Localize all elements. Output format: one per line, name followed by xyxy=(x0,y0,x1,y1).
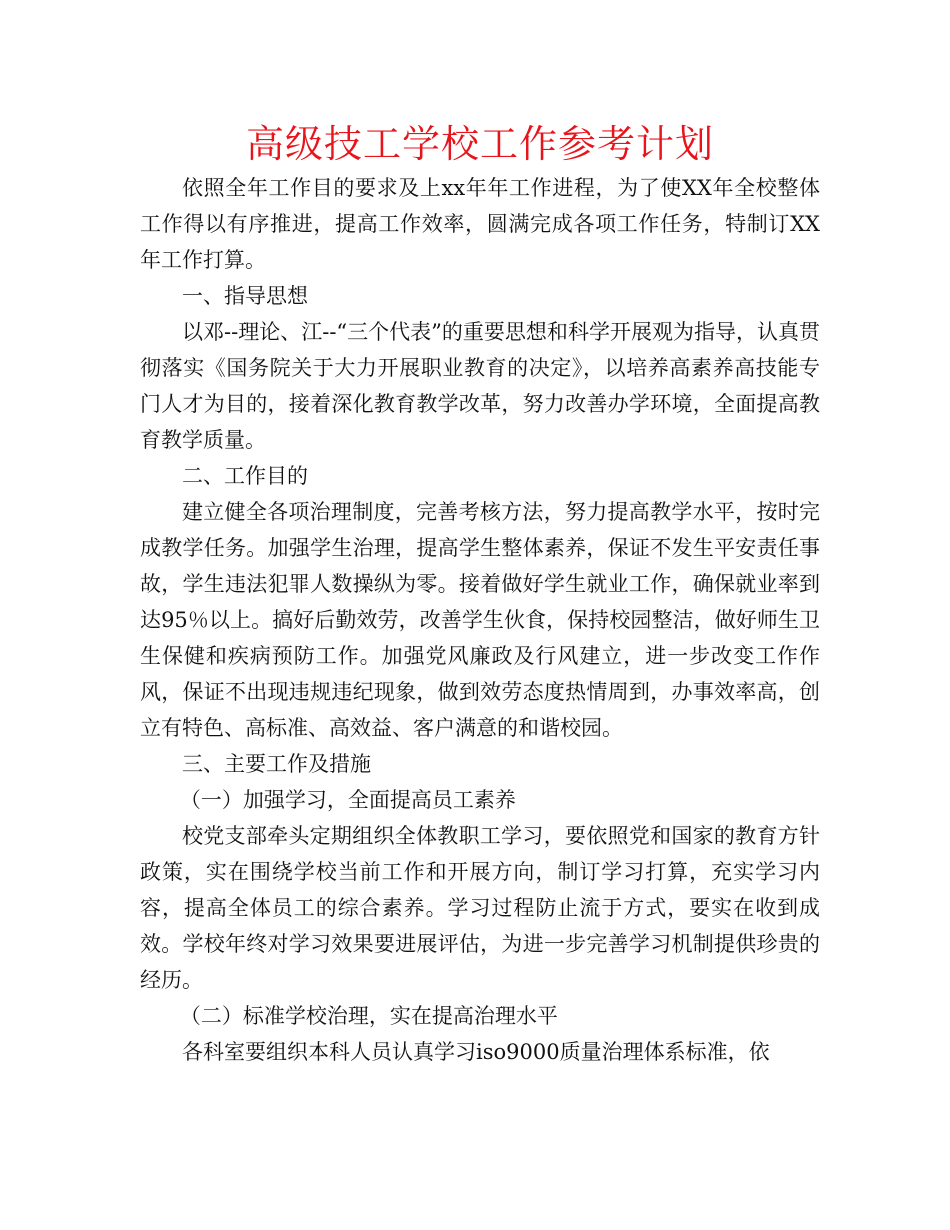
section-heading-guiding-ideology: 一、指导思想 xyxy=(182,284,308,308)
study-paragraph: 校党支部牵头定期组织全体教职工学习，要依照党和国家的教育方针政策，实在围绕学校当前工作和开展方向，制订学习打算，充实学习内容，提高全体员工的综合素养。学习过程防止流于方式，要实在收到成效。学校年终对学习效果要进展评估，为进一步完善学习机制提供珍贵的经历。 xyxy=(140,824,820,992)
section-heading-work-goals: 二、工作目的 xyxy=(182,464,308,488)
subsection-heading-study: （一）加强学习，全面提高员工素养 xyxy=(179,788,516,812)
document-title: 高级技工学校工作参考计划 xyxy=(245,122,714,166)
management-paragraph: 各科室要组织本科人员认真学习iso9000质量治理体系标准，依 xyxy=(182,1040,770,1064)
guiding-ideology-paragraph: 以邓--理论、江--“三个代表”的重要思想和科学开展观为指导，认真贯彻落实《国务院关于大力开展职业教育的决定》，以培养高素养高技能专门人才为目的，接着深化教育教学改革，努力改善办学环境，全面提高教育教学质量。 xyxy=(140,320,820,452)
section-heading-main-work: 三、主要工作及措施 xyxy=(182,752,371,776)
work-goals-paragraph: 建立健全各项治理制度，完善考核方法，努力提高教学水平，按时完成教学任务。加强学生治理，提高学生整体素养，保证不发生平安责任事故，学生违法犯罪人数操纵为零。接着做好学生就业工作，确保就业率到达95％以上。搞好后勤效劳，改善学生伙食，保持校园整洁，做好师生卫生保健和疾病预防工作。加强党风廉政及行风建立，进一步改变工作作风，保证不出现违规违纪现象，做到效劳态度热情周到，办事效率高，创立有特色、高标准、高效益、客户满意的和谐校园。 xyxy=(140,500,820,740)
subsection-heading-management: （二）标准学校治理，实在提高治理水平 xyxy=(179,1004,558,1028)
intro-paragraph: 依照全年工作目的要求及上xx年年工作进程，为了使XX年全校整体工作得以有序推进，提高工作效率，圆满完成各项工作任务，特制订XX年工作打算。 xyxy=(140,176,820,272)
document-page xyxy=(140,118,820,1070)
